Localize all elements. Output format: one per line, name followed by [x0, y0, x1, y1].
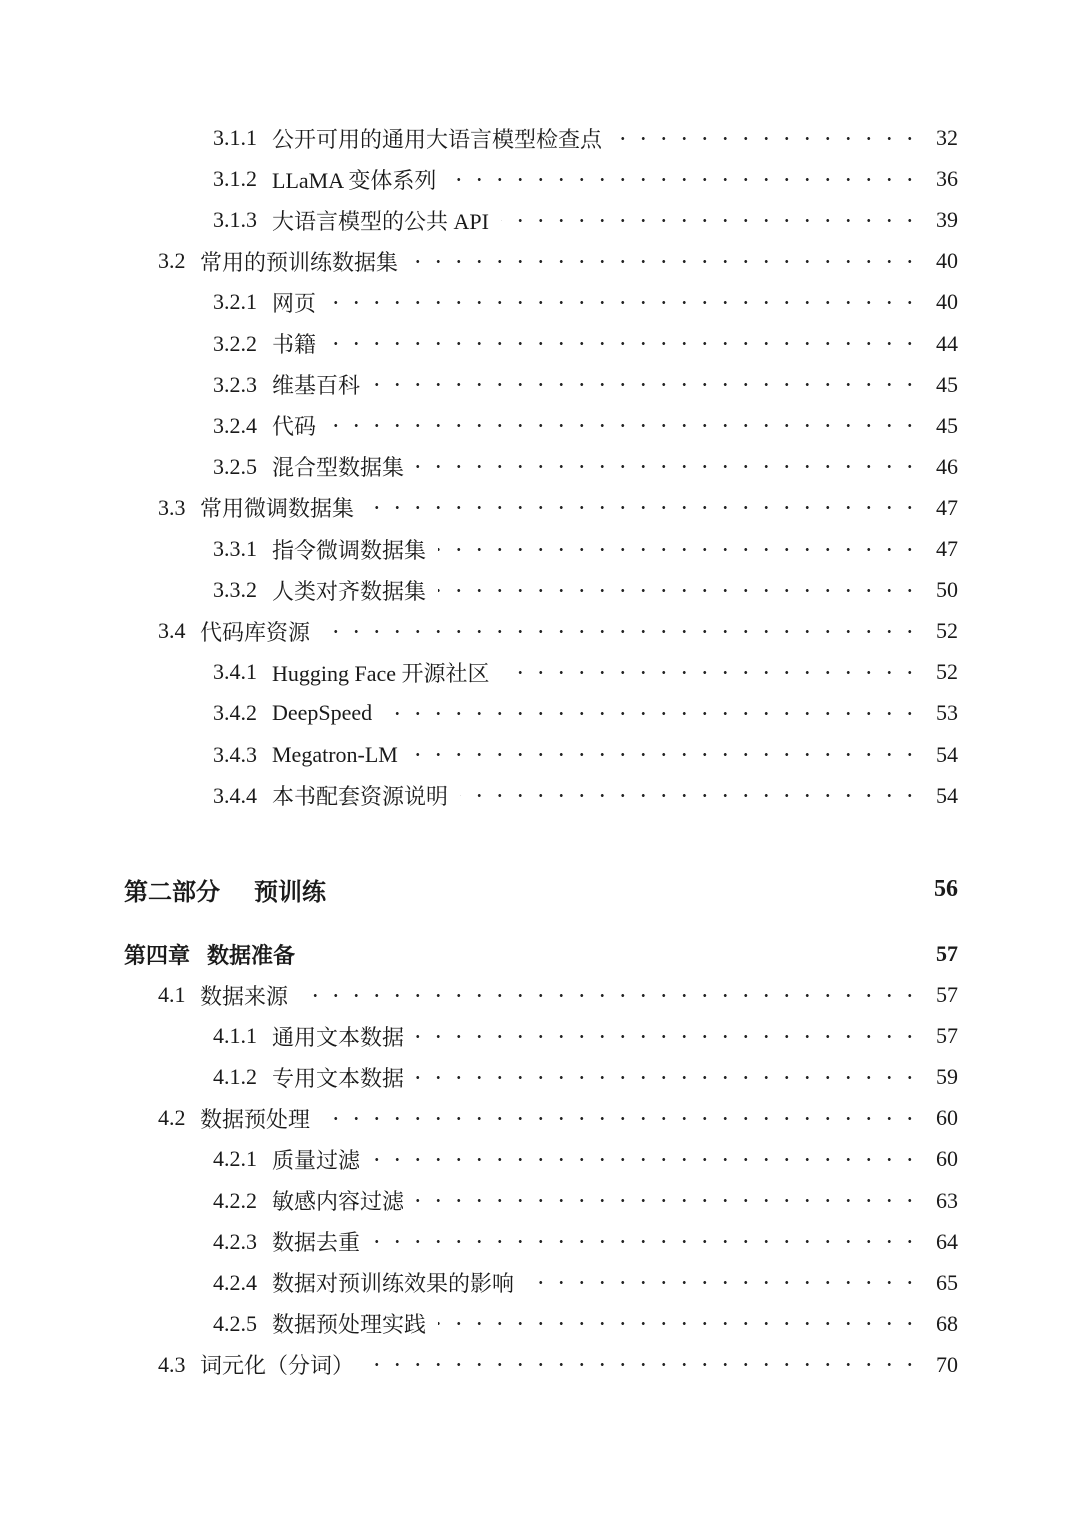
toc-entry-number: 3.1.3: [213, 207, 257, 233]
dot-leader: [366, 1345, 920, 1385]
toc-entry-page: 53: [936, 700, 958, 726]
toc-entry-number: 4.1.1: [213, 1023, 257, 1049]
toc-entry-page: 52: [936, 659, 958, 685]
dot-leader: [372, 1139, 920, 1179]
toc-entry-number: 3.4.3: [213, 741, 257, 767]
toc-entry-title: Hugging Face 开源社区: [272, 660, 490, 686]
dot-leader: [322, 611, 920, 651]
toc-entry-number: 3.2.2: [213, 330, 257, 356]
toc-entry-title: 维基百科: [272, 373, 361, 399]
toc-entry-number: 第二部分: [124, 879, 220, 906]
toc-entry-number: 4.1.2: [213, 1064, 257, 1090]
dot-leader: [328, 282, 920, 322]
dot-leader: [460, 776, 920, 816]
toc-entry-number: 3.2: [158, 248, 186, 274]
toc-entry-number: 3.4.4: [213, 782, 257, 808]
toc-entry-page: 65: [936, 1269, 958, 1295]
toc-entry-title: 混合型数据集: [272, 455, 405, 481]
toc-entry-title: Megatron-LM: [272, 741, 398, 767]
toc-entry-title: 预训练: [254, 879, 326, 906]
toc-entry-title: 人类对齐数据集: [272, 578, 427, 604]
toc-entry-title: 大语言模型的公共 API: [272, 208, 489, 234]
dot-leader: [410, 241, 920, 281]
toc-entry-number: 4.2.1: [213, 1146, 257, 1172]
toc-entry-page: 47: [936, 494, 958, 520]
dot-leader: [328, 324, 920, 364]
toc-entry-page: 39: [936, 207, 958, 233]
toc-entry[interactable]: [0, 1057, 1080, 1097]
toc-entry-number: 4.1: [158, 982, 186, 1007]
toc-entry-page: 47: [936, 536, 958, 561]
toc-entry-title: 数据来源: [200, 983, 289, 1009]
toc-entry-number: 3.2.5: [213, 453, 257, 479]
toc-entry-number: 3.3.1: [213, 536, 257, 561]
toc-entry[interactable]: [0, 529, 1080, 569]
dot-leader: [416, 1016, 920, 1056]
toc-entry[interactable]: [0, 447, 1080, 487]
toc-entry[interactable]: [0, 406, 1080, 446]
dot-leader: [328, 406, 920, 446]
toc-entry[interactable]: [0, 1181, 1080, 1221]
toc-entry-title: 数据准备: [207, 942, 296, 968]
dot-leader: [438, 570, 920, 610]
toc-entry-number: 3.1.2: [213, 166, 257, 192]
toc-entry[interactable]: [0, 652, 1080, 692]
toc-entry[interactable]: [0, 975, 1080, 1015]
toc-entry-number: 4.3: [158, 1351, 186, 1377]
toc-entry[interactable]: [0, 1139, 1080, 1179]
toc-entry-number: 3.2.1: [213, 289, 257, 315]
toc-entry-page: 44: [936, 330, 958, 356]
toc-entry-title: 公开可用的通用大语言模型检查点: [272, 126, 603, 152]
toc-entry-page: 54: [936, 782, 958, 808]
toc-entry[interactable]: [0, 282, 1080, 322]
toc-entry-page: 40: [936, 248, 958, 274]
toc-entry[interactable]: [0, 200, 1080, 240]
toc-entry[interactable]: [0, 864, 1080, 914]
toc-entry-page: 57: [936, 941, 958, 966]
toc-entry-title: 通用文本数据: [272, 1024, 405, 1050]
toc-entry-title: 数据预处理: [200, 1106, 311, 1132]
dot-leader: [416, 1181, 920, 1221]
toc-entry-title: 书籍: [272, 332, 317, 357]
dot-leader: [526, 1263, 920, 1303]
toc-entry-title: 代码库资源: [200, 619, 311, 645]
toc-entry-number: 第四章: [124, 942, 191, 968]
toc-entry-page: 60: [936, 1105, 958, 1131]
toc-entry-title: LLaMA 变体系列: [272, 167, 437, 193]
toc-entry-number: 3.3.2: [213, 577, 257, 603]
toc-entry-page: 70: [936, 1351, 958, 1377]
toc-entry-page: 45: [936, 371, 958, 397]
toc-entry-number: 3.4.1: [213, 659, 257, 685]
toc-entry-title: 常用微调数据集: [200, 496, 355, 522]
toc-entry[interactable]: [0, 693, 1080, 733]
toc-entry-number: 3.2.3: [213, 371, 257, 397]
toc-entry-page: 57: [936, 1023, 958, 1049]
toc-entry-number: 4.2.4: [213, 1269, 257, 1295]
toc-entry-number: 4.2: [158, 1105, 186, 1131]
toc-entry[interactable]: [0, 934, 1080, 974]
toc-entry-title: 敏感内容过滤: [272, 1189, 405, 1214]
toc-entry-page: 40: [936, 289, 958, 315]
dot-leader: [448, 159, 920, 199]
toc-entry-title: 数据对预训练效果的影响: [272, 1271, 515, 1297]
toc-entry-number: 3.4.2: [213, 700, 257, 726]
toc-entry-number: 4.2.2: [213, 1187, 257, 1213]
toc-entry-number: 4.2.5: [213, 1310, 257, 1336]
toc-entry-number: 3.4: [158, 618, 186, 644]
toc-entry[interactable]: [0, 159, 1080, 199]
toc-entry[interactable]: [0, 1304, 1080, 1344]
toc-entry[interactable]: [0, 1016, 1080, 1056]
toc-entry-number: 4.2.3: [213, 1228, 257, 1254]
toc-entry-page: 50: [936, 577, 958, 603]
dot-leader: [366, 488, 920, 528]
dot-leader: [410, 735, 920, 775]
toc-entry-page: 57: [936, 982, 958, 1007]
dot-leader: [384, 693, 920, 733]
toc-entry[interactable]: [0, 365, 1080, 405]
dot-leader: [372, 1222, 920, 1262]
dot-leader: [502, 652, 920, 692]
toc-entry-page: 36: [936, 166, 958, 192]
toc-entry-page: 56: [934, 875, 958, 902]
toc-entry[interactable]: [0, 611, 1080, 651]
toc-entry[interactable]: [0, 1222, 1080, 1262]
toc-entry-title: 专用文本数据: [272, 1065, 405, 1091]
dot-leader: [372, 365, 920, 405]
toc-entry-title: 质量过滤: [272, 1147, 361, 1173]
toc-entry-title: 代码: [272, 414, 317, 440]
toc-entry-page: 68: [936, 1310, 958, 1336]
toc-entry[interactable]: [0, 1345, 1080, 1385]
toc-entry-page: 32: [936, 125, 958, 150]
toc-entry[interactable]: [0, 1263, 1080, 1303]
dot-leader: [416, 447, 920, 487]
toc-entry[interactable]: [0, 324, 1080, 364]
toc-entry-title: 本书配套资源说明: [272, 784, 449, 810]
toc-entry-page: 59: [936, 1064, 958, 1090]
toc-entry[interactable]: [0, 118, 1080, 158]
dot-leader: [416, 1057, 920, 1097]
toc-entry-page: 45: [936, 412, 958, 438]
toc-entry[interactable]: [0, 1098, 1080, 1138]
toc-entry-title: 常用的预训练数据集: [200, 249, 399, 275]
toc-entry-title: 数据去重: [272, 1230, 361, 1256]
toc-entry-title: 网页: [272, 290, 317, 316]
dot-leader: [322, 1098, 920, 1138]
toc-entry[interactable]: [0, 735, 1080, 775]
toc-entry-title: 数据预处理实践: [272, 1312, 427, 1338]
toc-entry-title: 指令微调数据集: [272, 537, 427, 563]
dot-leader: [438, 1304, 920, 1344]
toc-entry-page: 52: [936, 618, 958, 644]
toc-entry[interactable]: [0, 570, 1080, 610]
dot-leader: [614, 118, 920, 158]
toc-entry-page: 46: [936, 453, 958, 479]
dot-leader: [300, 975, 920, 1015]
toc-entry-page: 54: [936, 741, 958, 767]
toc-entry-page: 63: [936, 1187, 958, 1213]
toc-entry-number: 3.3: [158, 494, 186, 520]
toc-entry[interactable]: [0, 241, 1080, 281]
dot-leader: [438, 529, 920, 569]
toc-entry-page: 64: [936, 1228, 958, 1254]
toc-entry[interactable]: [0, 776, 1080, 816]
toc-entry-number: 3.1.1: [213, 125, 257, 150]
toc-entry-title: 词元化（分词）: [200, 1353, 355, 1379]
toc-entry-number: 3.2.4: [213, 412, 257, 438]
toc-entry[interactable]: [0, 488, 1080, 528]
dot-leader: [501, 200, 920, 240]
toc-entry-page: 60: [936, 1146, 958, 1172]
toc-entry-title: DeepSpeed: [272, 700, 373, 726]
